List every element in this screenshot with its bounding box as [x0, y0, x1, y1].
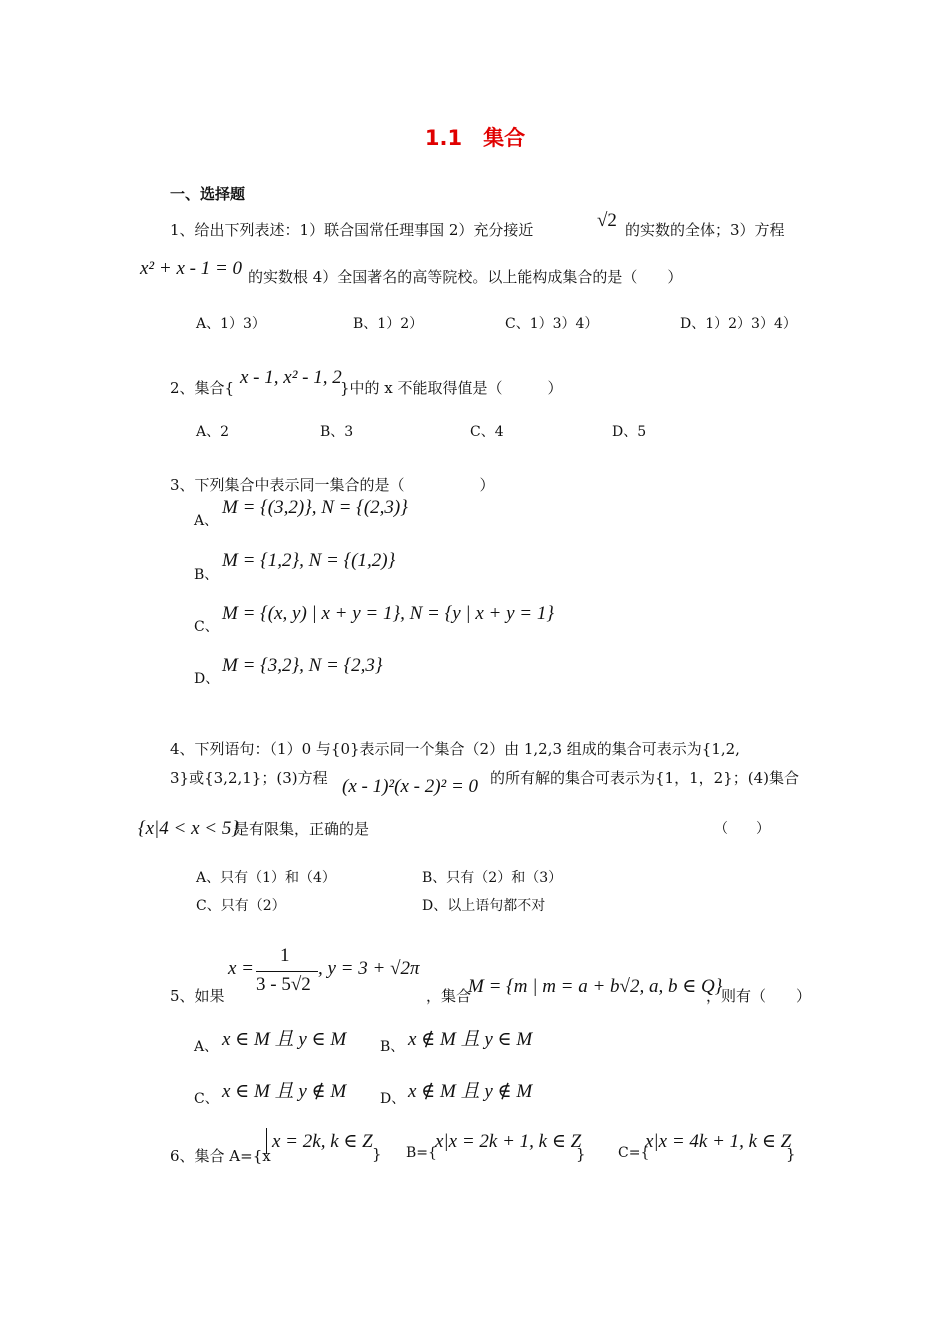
q1-equation: x² + x - 1 = 0 [140, 258, 243, 279]
q6-b-close: } [576, 1145, 586, 1163]
q3-option-c-math: M = {(x, y) | x + y = 1}, N = {y | x + y = 1} [222, 603, 554, 624]
q1-option-b: B、1）2） [353, 316, 424, 332]
q5-option-b-label: B、 [380, 1039, 405, 1055]
q6-b-prefix: B={ [406, 1145, 437, 1161]
q3-option-a-math: M = {(3,2)}, N = {(2,3)} [222, 497, 408, 518]
q4-option-c: C、只有（2） [196, 898, 286, 914]
q3-option-b-label: B、 [194, 567, 219, 583]
q2-set: x - 1, x² - 1, 2 [240, 367, 342, 388]
q5-x-eq: x = [228, 958, 255, 979]
q4-option-a: A、只有（1）和（4） [196, 870, 336, 886]
q6-c-set: x|x = 4k + 1, k ∈ Z [645, 1131, 792, 1152]
section-heading: 一、选择题 [170, 185, 246, 203]
q2-suffix: }中的 x 不能取得值是（ ） [340, 379, 563, 397]
q2-prefix: 2、集合{ [170, 379, 235, 397]
q4-line2-a: 3}或{3,2,1}；(3)方程 [170, 769, 328, 787]
q5-option-c-math: x ∈ M 且 y ∉ M [222, 1081, 347, 1102]
q4-equation: (x - 1)²(x - 2)² = 0 [342, 776, 479, 797]
q5-prefix: 5、如果 [170, 987, 225, 1005]
page-title: 1.1 集合 [424, 126, 526, 150]
q3-option-d-math: M = {3,2}, N = {2,3} [222, 655, 383, 676]
q4-option-b: B、只有（2）和（3） [422, 870, 563, 886]
q2-option-c: C、4 [470, 424, 504, 440]
q4-line2-b: 的所有解的集合可表示为{1，1，2}；(4)集合 [490, 769, 799, 787]
q6-b-set: x|x = 2k + 1, k ∈ Z [435, 1131, 582, 1152]
q4-set: {x|4 < x < 5} [138, 818, 239, 839]
q5-suffix: ，则有（ ） [706, 987, 812, 1005]
q4-option-d: D、以上语句都不对 [422, 898, 546, 914]
q4-line3-text: 是有限集，正确的是 [234, 820, 370, 838]
q1-option-a: A、1）3） [196, 316, 266, 332]
q2-option-a: A、2 [196, 424, 230, 440]
set-builder-bar [266, 1128, 267, 1154]
q4-answer-paren: （ ） [714, 821, 770, 837]
q1-text-tail: 的实数的全体；3）方程 [625, 221, 785, 239]
q1-line1 [170, 219, 533, 240]
q5-option-b-math: x ∉ M 且 y ∈ M [408, 1029, 533, 1050]
q5-option-a-math: x ∈ M 且 y ∈ M [222, 1029, 347, 1050]
q5-mid: ，集合 [426, 987, 472, 1005]
q5-numerator: 1 [280, 945, 290, 966]
q5-set: M = {m | m = a + b√2, a, b ∈ Q} [468, 976, 723, 997]
q6-a-set: x = 2k, k ∈ Z [272, 1131, 373, 1152]
q5-y-eq: , y = 3 + √2π [318, 958, 420, 979]
q5-option-c-label: C、 [194, 1091, 219, 1107]
q1-line2: 的实数根 4）全国著名的高等院校。以上能构成集合的是（ ） [248, 268, 683, 286]
q3-option-a-label: A、 [194, 513, 219, 529]
q1-sqrt2: √2 [597, 210, 617, 231]
q5-option-a-label: A、 [194, 1039, 219, 1055]
q1-option-d: D、1）2）3）4） [680, 316, 797, 332]
q3-option-c-label: C、 [194, 619, 219, 635]
q5-option-d-math: x ∉ M 且 y ∉ M [408, 1081, 533, 1102]
q1-text: 1、给出下列表述：1）联合国常任理事国 2）充分接近 [170, 221, 534, 239]
q6-c-prefix: C={ [618, 1145, 650, 1161]
q3-option-d-label: D、 [194, 671, 220, 687]
q2-option-d: D、5 [612, 424, 647, 440]
q1-option-c: C、1）3）4） [505, 316, 599, 332]
q6-c-close: } [786, 1145, 796, 1163]
q5-denominator: 3 - 5√2 [256, 974, 311, 995]
q6-a-close: } [372, 1145, 382, 1163]
q5-option-d-label: D、 [380, 1091, 406, 1107]
q4-line1: 4、下列语句：（1）0 与{0}表示同一个集合（2）由 1,2,3 组成的集合可表示为{1,2, [170, 740, 740, 758]
q3-stem: 3、下列集合中表示同一集合的是（ ） [170, 476, 495, 494]
fraction-bar [256, 971, 318, 972]
q6-prefix: 6、集合 A={x [170, 1147, 271, 1165]
q2-option-b: B、3 [320, 424, 354, 440]
q3-option-b-math: M = {1,2}, N = {(1,2)} [222, 550, 396, 571]
